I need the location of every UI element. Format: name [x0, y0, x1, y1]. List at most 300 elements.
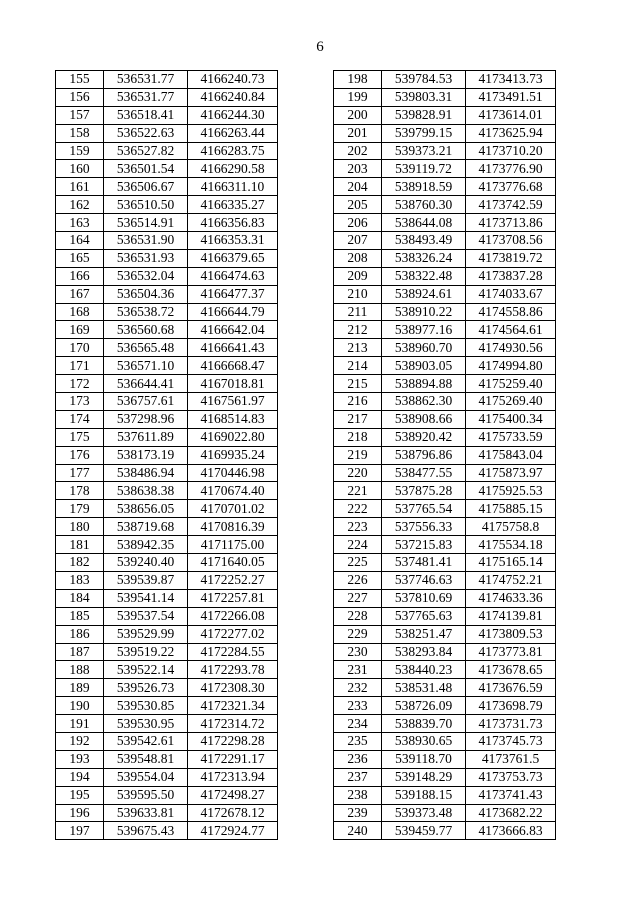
x-coordinate-cell: 539675.43 [104, 822, 188, 840]
x-coordinate-cell: 538326.24 [382, 249, 466, 267]
table-row [56, 285, 278, 303]
x-coordinate-cell: 539530.85 [104, 697, 188, 715]
table-row [334, 71, 556, 89]
table-row [56, 142, 278, 160]
point-number-cell: 161 [56, 178, 104, 196]
point-number-cell: 202 [334, 142, 382, 160]
x-coordinate-cell: 538977.16 [382, 321, 466, 339]
x-coordinate-cell: 536531.93 [104, 249, 188, 267]
y-coordinate-cell: 4173837.28 [466, 267, 556, 285]
x-coordinate-cell: 538493.49 [382, 232, 466, 250]
point-number-cell: 178 [56, 482, 104, 500]
point-number-cell: 213 [334, 339, 382, 357]
point-number-cell: 203 [334, 160, 382, 178]
point-number-cell: 200 [334, 106, 382, 124]
point-number-cell: 160 [56, 160, 104, 178]
point-number-cell: 162 [56, 196, 104, 214]
table-row [334, 88, 556, 106]
x-coordinate-cell: 536501.54 [104, 160, 188, 178]
x-coordinate-cell: 538656.05 [104, 500, 188, 518]
x-coordinate-cell: 539519.22 [104, 643, 188, 661]
y-coordinate-cell: 4172252.27 [188, 571, 278, 589]
table-row [56, 428, 278, 446]
x-coordinate-cell: 536504.36 [104, 285, 188, 303]
point-number-cell: 199 [334, 88, 382, 106]
y-coordinate-cell: 4173776.68 [466, 178, 556, 196]
point-number-cell: 187 [56, 643, 104, 661]
table-row [334, 249, 556, 267]
point-number-cell: 164 [56, 232, 104, 250]
table-row [334, 178, 556, 196]
point-number-cell: 219 [334, 446, 382, 464]
point-number-cell: 198 [334, 71, 382, 89]
x-coordinate-cell: 539459.77 [382, 822, 466, 840]
point-number-cell: 163 [56, 214, 104, 232]
y-coordinate-cell: 4174994.80 [466, 357, 556, 375]
x-coordinate-cell: 536522.63 [104, 124, 188, 142]
point-number-cell: 222 [334, 500, 382, 518]
x-coordinate-cell: 539799.15 [382, 124, 466, 142]
point-number-cell: 229 [334, 625, 382, 643]
table-row [334, 428, 556, 446]
x-coordinate-cell: 536531.90 [104, 232, 188, 250]
x-coordinate-cell: 538930.65 [382, 732, 466, 750]
y-coordinate-cell: 4175269.40 [466, 393, 556, 411]
point-number-cell: 218 [334, 428, 382, 446]
coordinates-table-left [55, 70, 278, 840]
point-number-cell: 175 [56, 428, 104, 446]
table-row [56, 339, 278, 357]
table-row [56, 768, 278, 786]
x-coordinate-cell: 539539.87 [104, 571, 188, 589]
point-number-cell: 216 [334, 393, 382, 411]
y-coordinate-cell: 4166353.31 [188, 232, 278, 250]
table-row [56, 375, 278, 393]
table-row [334, 750, 556, 768]
x-coordinate-cell: 538477.55 [382, 464, 466, 482]
y-coordinate-cell: 4166474.63 [188, 267, 278, 285]
table-row [56, 554, 278, 572]
point-number-cell: 166 [56, 267, 104, 285]
y-coordinate-cell: 4175758.8 [466, 518, 556, 536]
x-coordinate-cell: 536531.77 [104, 88, 188, 106]
table-row [334, 732, 556, 750]
y-coordinate-cell: 4172678.12 [188, 804, 278, 822]
x-coordinate-cell: 539188.15 [382, 786, 466, 804]
table-row [56, 804, 278, 822]
y-coordinate-cell: 4166477.37 [188, 285, 278, 303]
x-coordinate-cell: 536560.68 [104, 321, 188, 339]
y-coordinate-cell: 4174752.21 [466, 571, 556, 589]
point-number-cell: 201 [334, 124, 382, 142]
table-row [334, 643, 556, 661]
y-coordinate-cell: 4172293.78 [188, 661, 278, 679]
table-row [334, 160, 556, 178]
x-coordinate-cell: 538322.48 [382, 267, 466, 285]
y-coordinate-cell: 4173698.79 [466, 697, 556, 715]
table-row [56, 393, 278, 411]
x-coordinate-cell: 539522.14 [104, 661, 188, 679]
table-row [56, 267, 278, 285]
table-row [334, 697, 556, 715]
y-coordinate-cell: 4173819.72 [466, 249, 556, 267]
x-coordinate-cell: 536538.72 [104, 303, 188, 321]
point-number-cell: 221 [334, 482, 382, 500]
y-coordinate-cell: 4174564.61 [466, 321, 556, 339]
point-number-cell: 228 [334, 607, 382, 625]
coordinates-table-right [333, 70, 556, 840]
x-coordinate-cell: 538918.59 [382, 178, 466, 196]
point-number-cell: 208 [334, 249, 382, 267]
y-coordinate-cell: 4172277.02 [188, 625, 278, 643]
table-row [56, 464, 278, 482]
point-number-cell: 188 [56, 661, 104, 679]
point-number-cell: 197 [56, 822, 104, 840]
point-number-cell: 181 [56, 536, 104, 554]
point-number-cell: 183 [56, 571, 104, 589]
y-coordinate-cell: 4172314.72 [188, 715, 278, 733]
y-coordinate-cell: 4174139.81 [466, 607, 556, 625]
y-coordinate-cell: 4174558.86 [466, 303, 556, 321]
point-number-cell: 169 [56, 321, 104, 339]
y-coordinate-cell: 4166240.73 [188, 71, 278, 89]
table-row [56, 589, 278, 607]
x-coordinate-cell: 537765.54 [382, 500, 466, 518]
y-coordinate-cell: 4166668.47 [188, 357, 278, 375]
table-row [56, 679, 278, 697]
y-coordinate-cell: 4173761.5 [466, 750, 556, 768]
table-row [334, 267, 556, 285]
x-coordinate-cell: 538719.68 [104, 518, 188, 536]
y-coordinate-cell: 4169022.80 [188, 428, 278, 446]
x-coordinate-cell: 536757.61 [104, 393, 188, 411]
point-number-cell: 172 [56, 375, 104, 393]
point-number-cell: 192 [56, 732, 104, 750]
y-coordinate-cell: 4173666.83 [466, 822, 556, 840]
table-row [334, 142, 556, 160]
x-coordinate-cell: 539530.95 [104, 715, 188, 733]
table-row [334, 410, 556, 428]
point-number-cell: 205 [334, 196, 382, 214]
x-coordinate-cell: 536532.04 [104, 267, 188, 285]
table-row [334, 625, 556, 643]
table-row [56, 160, 278, 178]
x-coordinate-cell: 538924.61 [382, 285, 466, 303]
table-row [56, 643, 278, 661]
table-row [56, 71, 278, 89]
table-row [56, 214, 278, 232]
x-coordinate-cell: 538908.66 [382, 410, 466, 428]
point-number-cell: 179 [56, 500, 104, 518]
point-number-cell: 235 [334, 732, 382, 750]
point-number-cell: 185 [56, 607, 104, 625]
table-row [334, 804, 556, 822]
point-number-cell: 231 [334, 661, 382, 679]
y-coordinate-cell: 4173776.90 [466, 160, 556, 178]
table-row [56, 715, 278, 733]
x-coordinate-cell: 538903.05 [382, 357, 466, 375]
point-number-cell: 226 [334, 571, 382, 589]
table-row [334, 786, 556, 804]
x-coordinate-cell: 537875.28 [382, 482, 466, 500]
table-row [334, 554, 556, 572]
point-number-cell: 170 [56, 339, 104, 357]
table-row [334, 214, 556, 232]
table-row [334, 303, 556, 321]
y-coordinate-cell: 4175534.18 [466, 536, 556, 554]
table-row [56, 786, 278, 804]
point-number-cell: 156 [56, 88, 104, 106]
y-coordinate-cell: 4170674.40 [188, 482, 278, 500]
point-number-cell: 214 [334, 357, 382, 375]
table-row [334, 106, 556, 124]
y-coordinate-cell: 4173614.01 [466, 106, 556, 124]
table-row [334, 196, 556, 214]
table-row [334, 393, 556, 411]
table-row [56, 571, 278, 589]
point-number-cell: 212 [334, 321, 382, 339]
table-row [56, 607, 278, 625]
table-row [56, 321, 278, 339]
point-number-cell: 176 [56, 446, 104, 464]
point-number-cell: 194 [56, 768, 104, 786]
point-number-cell: 168 [56, 303, 104, 321]
y-coordinate-cell: 4173809.53 [466, 625, 556, 643]
table-row [334, 375, 556, 393]
point-number-cell: 190 [56, 697, 104, 715]
y-coordinate-cell: 4171175.00 [188, 536, 278, 554]
y-coordinate-cell: 4174033.67 [466, 285, 556, 303]
y-coordinate-cell: 4167561.97 [188, 393, 278, 411]
x-coordinate-cell: 537481.41 [382, 554, 466, 572]
y-coordinate-cell: 4172266.08 [188, 607, 278, 625]
x-coordinate-cell: 537810.69 [382, 589, 466, 607]
x-coordinate-cell: 539541.14 [104, 589, 188, 607]
y-coordinate-cell: 4170816.39 [188, 518, 278, 536]
table-row [56, 625, 278, 643]
point-number-cell: 209 [334, 267, 382, 285]
x-coordinate-cell: 538173.19 [104, 446, 188, 464]
point-number-cell: 184 [56, 589, 104, 607]
y-coordinate-cell: 4173682.22 [466, 804, 556, 822]
table-row [56, 536, 278, 554]
x-coordinate-cell: 539529.99 [104, 625, 188, 643]
y-coordinate-cell: 4174930.56 [466, 339, 556, 357]
y-coordinate-cell: 4173773.81 [466, 643, 556, 661]
x-coordinate-cell: 536644.41 [104, 375, 188, 393]
x-coordinate-cell: 536531.77 [104, 71, 188, 89]
y-coordinate-cell: 4166642.04 [188, 321, 278, 339]
table-row [334, 321, 556, 339]
x-coordinate-cell: 538486.94 [104, 464, 188, 482]
y-coordinate-cell: 4172298.28 [188, 732, 278, 750]
table-row [334, 536, 556, 554]
y-coordinate-cell: 4173625.94 [466, 124, 556, 142]
y-coordinate-cell: 4166244.30 [188, 106, 278, 124]
y-coordinate-cell: 4166263.44 [188, 124, 278, 142]
x-coordinate-cell: 537298.96 [104, 410, 188, 428]
y-coordinate-cell: 4166379.65 [188, 249, 278, 267]
y-coordinate-cell: 4172924.77 [188, 822, 278, 840]
y-coordinate-cell: 4170701.02 [188, 500, 278, 518]
y-coordinate-cell: 4172498.27 [188, 786, 278, 804]
y-coordinate-cell: 4175165.14 [466, 554, 556, 572]
x-coordinate-cell: 539119.72 [382, 160, 466, 178]
x-coordinate-cell: 536510.50 [104, 196, 188, 214]
table-row [334, 768, 556, 786]
point-number-cell: 210 [334, 285, 382, 303]
table-row [334, 607, 556, 625]
x-coordinate-cell: 538942.35 [104, 536, 188, 554]
table-row [56, 178, 278, 196]
x-coordinate-cell: 539828.91 [382, 106, 466, 124]
y-coordinate-cell: 4175843.04 [466, 446, 556, 464]
point-number-cell: 224 [334, 536, 382, 554]
table-row [56, 518, 278, 536]
x-coordinate-cell: 539148.29 [382, 768, 466, 786]
y-coordinate-cell: 4175925.53 [466, 482, 556, 500]
table-row [334, 518, 556, 536]
table-row [334, 232, 556, 250]
y-coordinate-cell: 4166311.10 [188, 178, 278, 196]
table-row [56, 410, 278, 428]
point-number-cell: 207 [334, 232, 382, 250]
table-row [56, 88, 278, 106]
y-coordinate-cell: 4174633.36 [466, 589, 556, 607]
y-coordinate-cell: 4172291.17 [188, 750, 278, 768]
point-number-cell: 180 [56, 518, 104, 536]
point-number-cell: 186 [56, 625, 104, 643]
y-coordinate-cell: 4166240.84 [188, 88, 278, 106]
point-number-cell: 217 [334, 410, 382, 428]
x-coordinate-cell: 538726.09 [382, 697, 466, 715]
x-coordinate-cell: 538638.38 [104, 482, 188, 500]
point-number-cell: 238 [334, 786, 382, 804]
y-coordinate-cell: 4175259.40 [466, 375, 556, 393]
point-number-cell: 240 [334, 822, 382, 840]
y-coordinate-cell: 4172284.55 [188, 643, 278, 661]
point-number-cell: 177 [56, 464, 104, 482]
table-row [334, 715, 556, 733]
x-coordinate-cell: 537746.63 [382, 571, 466, 589]
y-coordinate-cell: 4169935.24 [188, 446, 278, 464]
y-coordinate-cell: 4166356.83 [188, 214, 278, 232]
y-coordinate-cell: 4173713.86 [466, 214, 556, 232]
x-coordinate-cell: 538531.48 [382, 679, 466, 697]
y-coordinate-cell: 4173710.20 [466, 142, 556, 160]
point-number-cell: 155 [56, 71, 104, 89]
x-coordinate-cell: 536527.82 [104, 142, 188, 160]
x-coordinate-cell: 538440.23 [382, 661, 466, 679]
point-number-cell: 223 [334, 518, 382, 536]
point-number-cell: 225 [334, 554, 382, 572]
x-coordinate-cell: 539784.53 [382, 71, 466, 89]
y-coordinate-cell: 4168514.83 [188, 410, 278, 428]
x-coordinate-cell: 537556.33 [382, 518, 466, 536]
point-number-cell: 236 [334, 750, 382, 768]
table-row [334, 285, 556, 303]
y-coordinate-cell: 4166641.43 [188, 339, 278, 357]
x-coordinate-cell: 537765.63 [382, 607, 466, 625]
x-coordinate-cell: 538862.30 [382, 393, 466, 411]
y-coordinate-cell: 4171640.05 [188, 554, 278, 572]
y-coordinate-cell: 4173742.59 [466, 196, 556, 214]
table-row [56, 482, 278, 500]
y-coordinate-cell: 4166644.79 [188, 303, 278, 321]
x-coordinate-cell: 538293.84 [382, 643, 466, 661]
point-number-cell: 230 [334, 643, 382, 661]
table-row [56, 750, 278, 768]
x-coordinate-cell: 539548.81 [104, 750, 188, 768]
table-row [334, 124, 556, 142]
point-number-cell: 233 [334, 697, 382, 715]
x-coordinate-cell: 539373.21 [382, 142, 466, 160]
table-row [56, 822, 278, 840]
y-coordinate-cell: 4173678.65 [466, 661, 556, 679]
table-row [334, 679, 556, 697]
table-row [334, 357, 556, 375]
point-number-cell: 227 [334, 589, 382, 607]
point-number-cell: 191 [56, 715, 104, 733]
page-number: 6 [316, 39, 324, 55]
point-number-cell: 204 [334, 178, 382, 196]
y-coordinate-cell: 4175873.97 [466, 464, 556, 482]
x-coordinate-cell: 538960.70 [382, 339, 466, 357]
table-row [334, 589, 556, 607]
table-row [334, 446, 556, 464]
table-row [56, 357, 278, 375]
x-coordinate-cell: 538760.30 [382, 196, 466, 214]
y-coordinate-cell: 4173731.73 [466, 715, 556, 733]
point-number-cell: 211 [334, 303, 382, 321]
x-coordinate-cell: 539554.04 [104, 768, 188, 786]
y-coordinate-cell: 4173491.51 [466, 88, 556, 106]
point-number-cell: 196 [56, 804, 104, 822]
x-coordinate-cell: 538920.42 [382, 428, 466, 446]
table-row [56, 500, 278, 518]
table-row [56, 196, 278, 214]
y-coordinate-cell: 4175885.15 [466, 500, 556, 518]
table-row [56, 303, 278, 321]
x-coordinate-cell: 538894.88 [382, 375, 466, 393]
point-number-cell: 157 [56, 106, 104, 124]
table-row [334, 661, 556, 679]
table-row [56, 446, 278, 464]
table-row [334, 571, 556, 589]
point-number-cell: 182 [56, 554, 104, 572]
point-number-cell: 159 [56, 142, 104, 160]
x-coordinate-cell: 537215.83 [382, 536, 466, 554]
y-coordinate-cell: 4166283.75 [188, 142, 278, 160]
table-row [334, 464, 556, 482]
table-row [56, 124, 278, 142]
point-number-cell: 232 [334, 679, 382, 697]
y-coordinate-cell: 4175733.59 [466, 428, 556, 446]
x-coordinate-cell: 538644.08 [382, 214, 466, 232]
x-coordinate-cell: 539537.54 [104, 607, 188, 625]
x-coordinate-cell: 538251.47 [382, 625, 466, 643]
table-row [56, 249, 278, 267]
point-number-cell: 174 [56, 410, 104, 428]
x-coordinate-cell: 539118.70 [382, 750, 466, 768]
point-number-cell: 193 [56, 750, 104, 768]
point-number-cell: 206 [334, 214, 382, 232]
x-coordinate-cell: 536506.67 [104, 178, 188, 196]
table-row [56, 661, 278, 679]
point-number-cell: 165 [56, 249, 104, 267]
point-number-cell: 239 [334, 804, 382, 822]
x-coordinate-cell: 539542.61 [104, 732, 188, 750]
